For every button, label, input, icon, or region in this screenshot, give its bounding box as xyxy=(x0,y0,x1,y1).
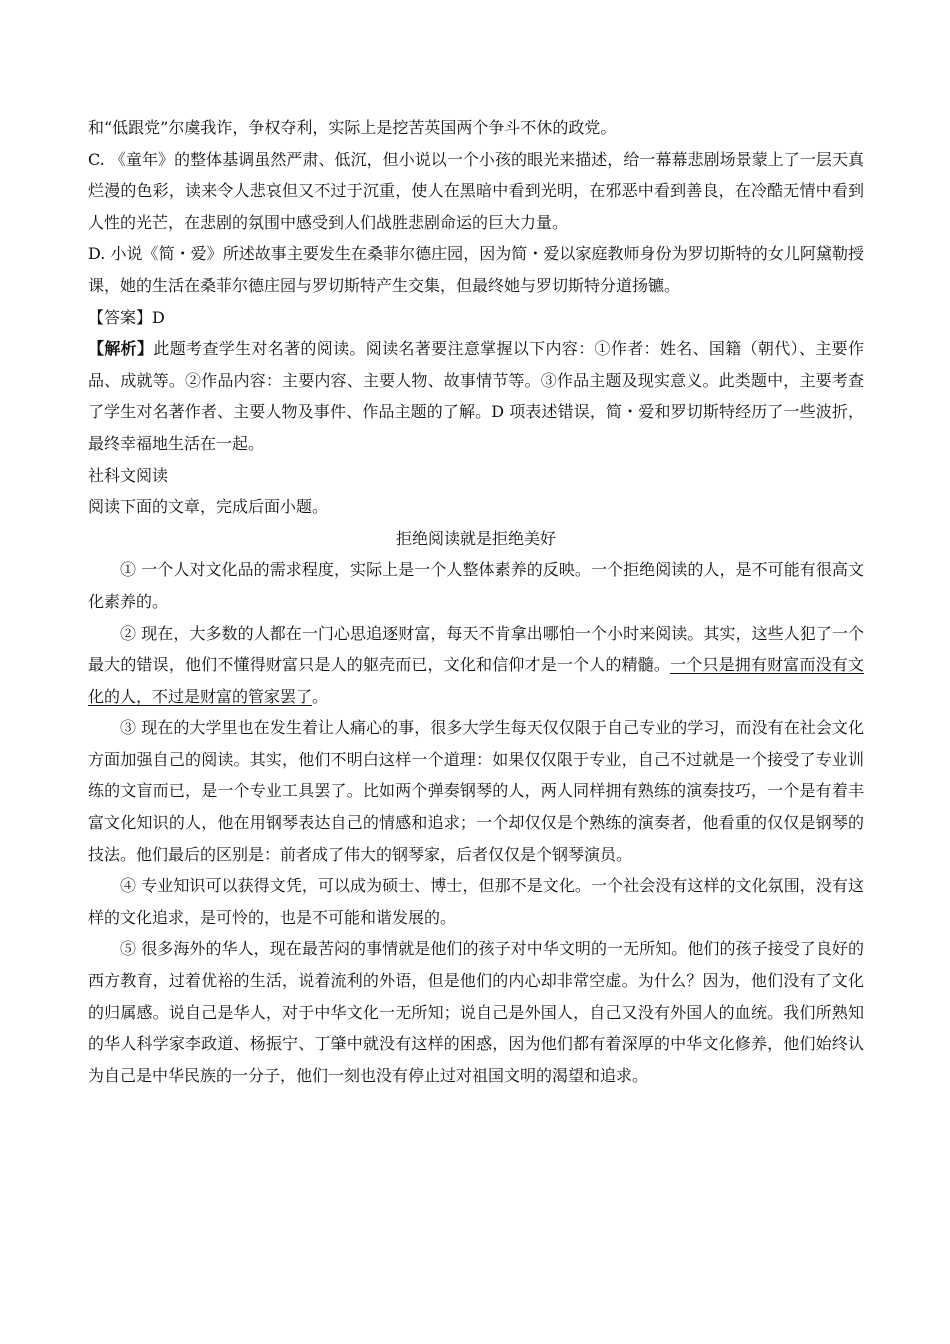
analysis-paragraph xyxy=(88,333,864,459)
paragraph-1: ① 一个人对文化品的需求程度，实际上是一个人整体素养的反映。一个拒绝阅读的人，是不可能有很高文化素养的。 xyxy=(88,560,864,611)
continued-line: 和“低跟党”尔虞我诈，争权夺利，实际上是挖苦英国两个争斗不休的政党。 xyxy=(88,118,617,137)
paragraph-2-text: ② 现在，大多数的人都在一门心思追逐财富，每天不肯拿出哪怕一个小时来阅读。其实，这些人犯了一个最大的错误，他们不懂得财富只是人的躯壳而已，文化和信仰才是一个人的精髓。 xyxy=(88,623,864,675)
option-d: D. 小说《简・爱》所述故事主要发生在桑菲尔德庄园，因为简・爱以家庭教师身份为罗切斯特的女儿阿黛勒授课，她的生活在桑菲尔德庄园与罗切斯特产生交集，但最终她与罗切斯特分道扬镳。 xyxy=(88,244,864,295)
instruction: 阅读下面的文章，完成后面小题。 xyxy=(88,497,329,517)
section-title: 社科文阅读 xyxy=(88,465,169,485)
paragraph-5: ⑤ 很多海外的华人，现在最苦闷的事情就是他们的孩子对中华文明的一无所知。他们的孩子接受了良好的西方教育，过着优裕的生活，说着流利的外语，但是他们的内心却非常空虚。为什么？因为，他们没有了文化的归属感。说自己是华人，对于中华文化一无所知；说自己是外国人，自己又没有外国人的血统。我们所熟知的华人科学家李政道、杨振宁、丁肇中就没有这样的困惑，因为他们都有着深厚的中华文化修养，他们始终认为自己是中华民族的一分子，他们一刻也没有停止过对祖国文明的渴望和追求。 xyxy=(88,939,864,1085)
analysis-text: 此题考查学生对名著的阅读。阅读名著要注意掌握以下内容：①作者：姓名、国籍（朝代）、主要作品、成就等。②作品内容：主要内容、主要人物、故事情节等。③作品主题及现实意义。此类题中，主要考查了学生对名著作者、主要人物及事件、作品主题的了解。D 项表述错误，简・爱和罗切斯特经历了一些波折，最终幸福地生活在一起。 xyxy=(88,339,864,453)
paragraph-2-end: 。 xyxy=(312,686,329,706)
paragraph-4: ④ 专业知识可以获得文凭，可以成为硕士、博士，但那不是文化。一个社会没有这样的文化氛围，没有这样的文化追求，是可怜的，也是不可能和谐发展的。 xyxy=(88,876,864,927)
analysis-tag: 【解析】 xyxy=(88,339,154,359)
option-c: C. 《童年》的整体基调虽然严肃、低沉，但小说以一个小孩的眼光来描述，给一幕幕悲剧场景蒙上了一层天真烂漫的色彩，读来令人悲哀但又不过于沉重，使人在黑暗中看到光明，在邪恶中看到善良，在冷酷无情中看到人性的光芒，在悲剧的氛围中感受到人们战胜悲剧命运的巨大力量。 xyxy=(88,149,864,232)
paragraph-2 xyxy=(88,618,864,713)
answer-value: D xyxy=(152,307,165,327)
answer-line xyxy=(88,302,864,334)
answer-tag: 【答案】 xyxy=(88,307,153,327)
paragraph-3: ③ 现在的大学里也在发生着让人痛心的事，很多大学生每天仅仅限于自己专业的学习，而没有在社会文化方面加强自己的阅读。其实，他们不明白这样一个道理：如果仅仅限于专业，自己不过就是一个接受了专业训练的文盲而已，是一个专业工具罢了。比如两个弹奏钢琴的人，两人同样拥有熟练的演奏技巧，一个是有着丰富文化知识的人，他在用钢琴表达自己的情感和追求；一个却仅仅是个熟练的演奏者，他看重的仅仅是钢琴的技法。他们最后的区别是：前者成了伟大的钢琴家，后者仅仅是个钢琴演员。 xyxy=(88,718,864,864)
article-title: 拒绝阅读就是拒绝美好 xyxy=(395,528,556,548)
underlined-sentence: 一个只是拥有财富而没有文化的人，不过是财富的管家罢了 xyxy=(88,655,864,706)
